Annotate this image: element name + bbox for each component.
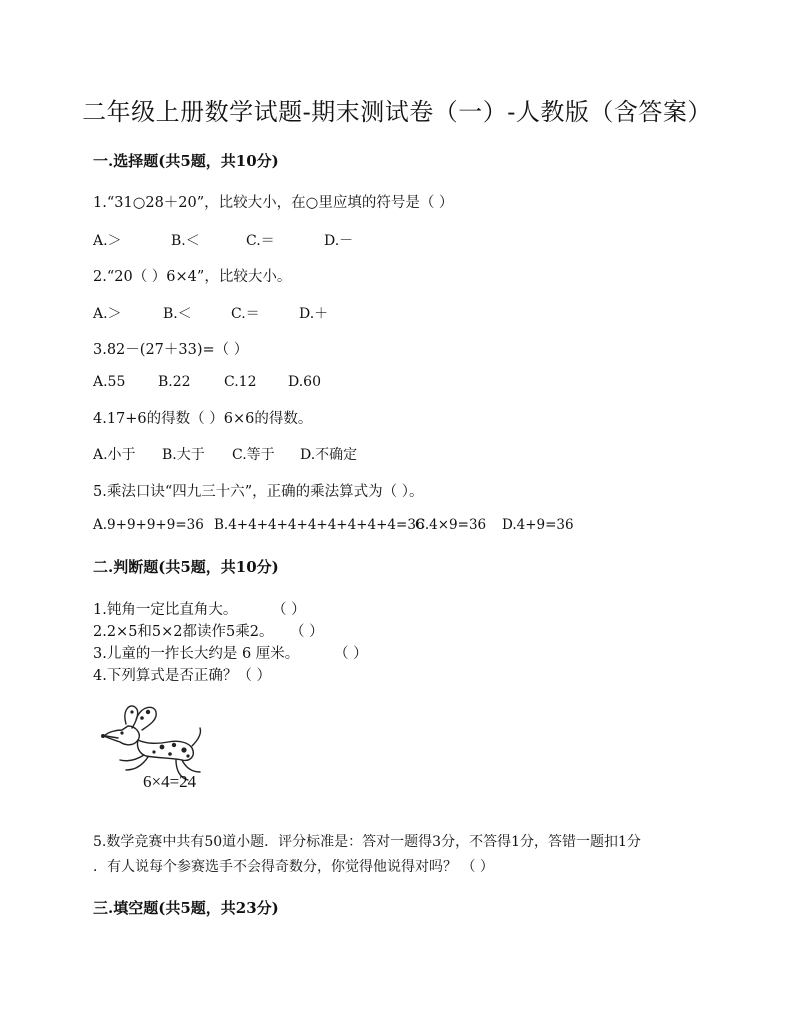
question-1-3: 3.82－(27＋33)=（ ） [93, 342, 249, 358]
option-b: B.22 [158, 374, 191, 390]
option-d: D.60 [288, 374, 321, 390]
option-a: A.＞ [93, 233, 122, 249]
judge-item-1: 1.钝角一定比直角大。 [93, 602, 238, 618]
answer-parentheses: （ ） [334, 646, 368, 662]
question-1-1: 1.“31○28＋20”，比较大小，在○里应填的符号是（ ） [93, 195, 454, 211]
page-title: 二年级上册数学试题-期末测试卷（一）-人教版（含答案） [82, 98, 712, 126]
section-1-heading: 一.选择题(共5题，共10分) [93, 152, 279, 170]
option-c: C.12 [224, 374, 257, 390]
judge-item-5-line-1: 5.数学竞赛中共有50道小题．评分标准是：答对一题得3分，不答得1分，答错一题扣1分 [93, 834, 641, 850]
option-a: A.9+9+9+9=36 [93, 517, 204, 533]
option-c: C.＝ [246, 233, 275, 249]
question-1-5: 5.乘法口诀“四九三十六”，正确的乘法算式为（ ）。 [93, 484, 424, 500]
option-d: D.不确定 [300, 447, 358, 463]
option-d: D.4+9=36 [502, 517, 574, 533]
option-a: A.55 [93, 374, 126, 390]
section-3-heading: 三.填空题(共5题，共23分) [93, 899, 279, 917]
question-1-2: 2.“20（ ）6×4”，比较大小。 [93, 269, 292, 285]
option-c: C.等于 [232, 447, 275, 463]
option-c: C.＝ [231, 306, 260, 322]
judge-item-4: 4.下列算式是否正确？（ ） [93, 668, 271, 684]
option-b: B.＜ [163, 306, 192, 322]
question-1-4: 4.17+6的得数（ ）6×6的得数。 [93, 411, 313, 427]
option-d: D.＋ [299, 306, 329, 322]
judge-item-5-line-2: ．有人说每个参赛选手不会得奇数分，你觉得他说得对吗？ （ ） [93, 859, 494, 875]
section-2-heading: 二.判断题(共5题，共10分) [93, 558, 279, 576]
option-b: B.大于 [162, 447, 205, 463]
judge-item-3: 3.儿童的一拃长大约是 6 厘米。 [93, 646, 300, 662]
option-c: C.4×9=36 [415, 517, 487, 533]
answer-parentheses: （ ） [290, 624, 324, 640]
option-a: A.小于 [93, 447, 136, 463]
option-b: B.4+4+4+4+4+4+4+4+4=36 [214, 517, 425, 533]
option-d: D.－ [324, 233, 354, 249]
answer-parentheses: （ ） [272, 602, 306, 618]
option-b: B.＜ [171, 233, 200, 249]
figure-equation: 6×4=24 [143, 772, 197, 791]
judge-item-2: 2.2×5和5×2都读作5乘2。 [93, 624, 274, 640]
option-a: A.＞ [93, 306, 122, 322]
